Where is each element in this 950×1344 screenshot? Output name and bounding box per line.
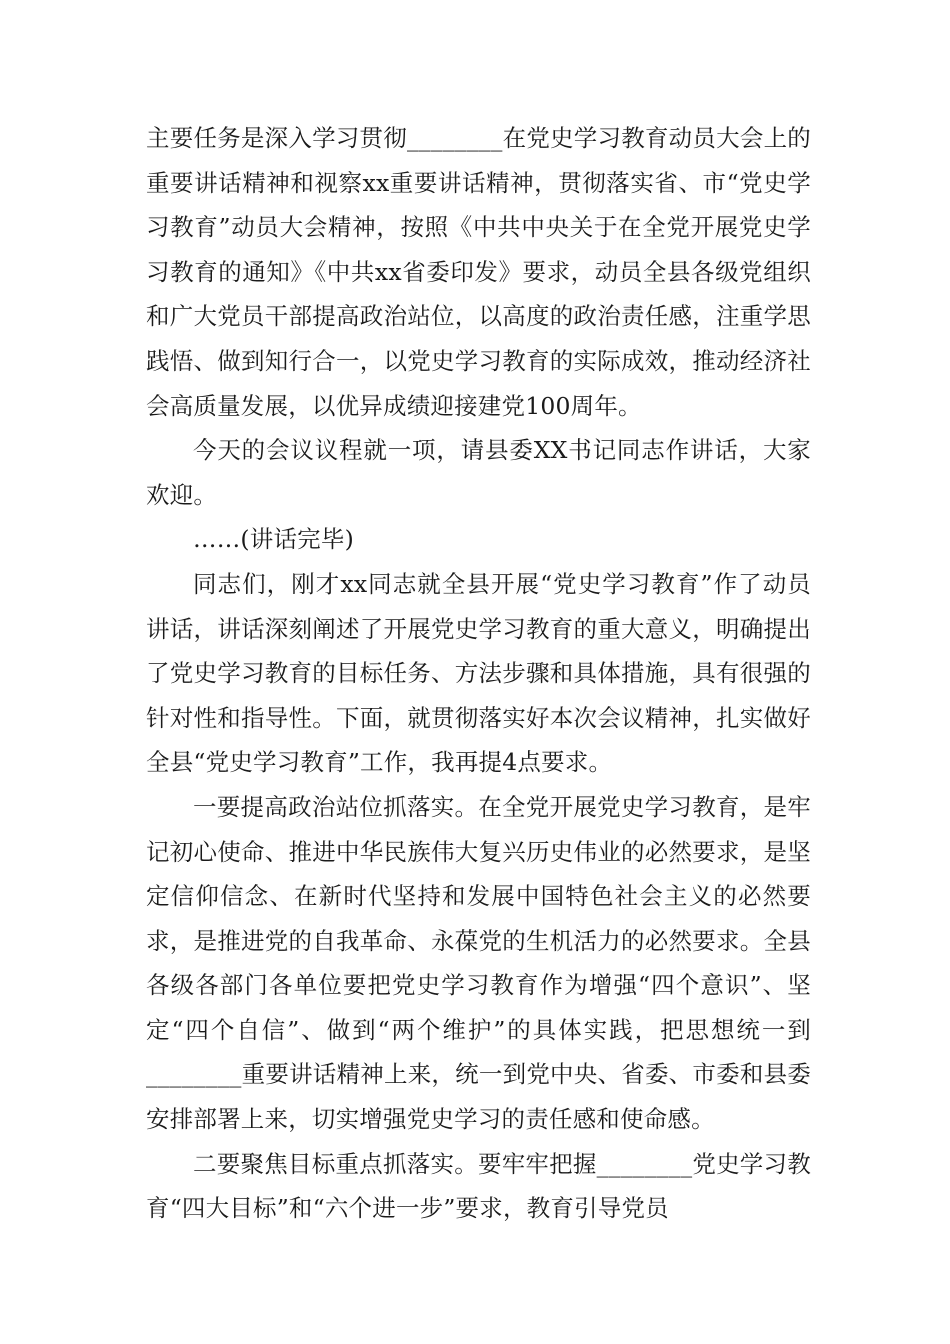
document-body xyxy=(146,116,811,1231)
paragraph-tasks: 主要任务是深入学习贯彻________在党史学习教育动员大会上的重要讲话精神和视察xx重要讲话精神，贯彻落实省、市“党史学习教育”动员大会精神，按照《中共中央关于在全党开展党史学习教育的通知》《中共xx省委印发》要求，动员全县各级党组织和广大党员干部提高政治站位，以高度的政治责任感，注重学思践悟、做到知行合一，以党史学习教育的实际成效，推动经济社会高质量发展，以优异成绩迎接建党100周年。 xyxy=(146,124,811,420)
paragraph-agenda: 今天的会议议程就一项，请县委XX书记同志作讲话，大家欢迎。 xyxy=(146,436,811,509)
paragraph-comrades: 同志们，刚才xx同志就全县开展“党史学习教育”作了动员讲话，讲话深刻阐述了开展党史学习教育的重大意义，明确提出了党史学习教育的目标任务、方法步骤和具体措施，具有很强的针对性和指导性。下面，就贯彻落实好本次会议精神，扎实做好全县“党史学习教育”工作，我再提4点要求。 xyxy=(146,569,811,777)
paragraph-speech-end: ……(讲话完毕) xyxy=(193,525,354,554)
paragraph-requirement-1: 一要提高政治站位抓落实。在全党开展党史学习教育，是牢记初心使命、推进中华民族伟大复兴历史伟业的必然要求，是坚定信仰信念、在新时代坚持和发展中国特色社会主义的必然要求，是推进党的自我革命、永葆党的生机活力的必然要求。全县各级各部门各单位要把党史学习教育作为增强“四个意识”、坚定“四个自信”、做到“两个维护”的具体实践，把思想统一到________重要讲话精神上来，统一到党中央、省委、市委和县委安排部署上来，切实增强党史学习的责任感和使命感。 xyxy=(146,792,811,1134)
paragraph-requirement-2: 二要聚焦目标重点抓落实。要牢牢把握________党史学习教育“四大目标”和“六个进一步”要求，教育引导党员 xyxy=(146,1149,811,1223)
